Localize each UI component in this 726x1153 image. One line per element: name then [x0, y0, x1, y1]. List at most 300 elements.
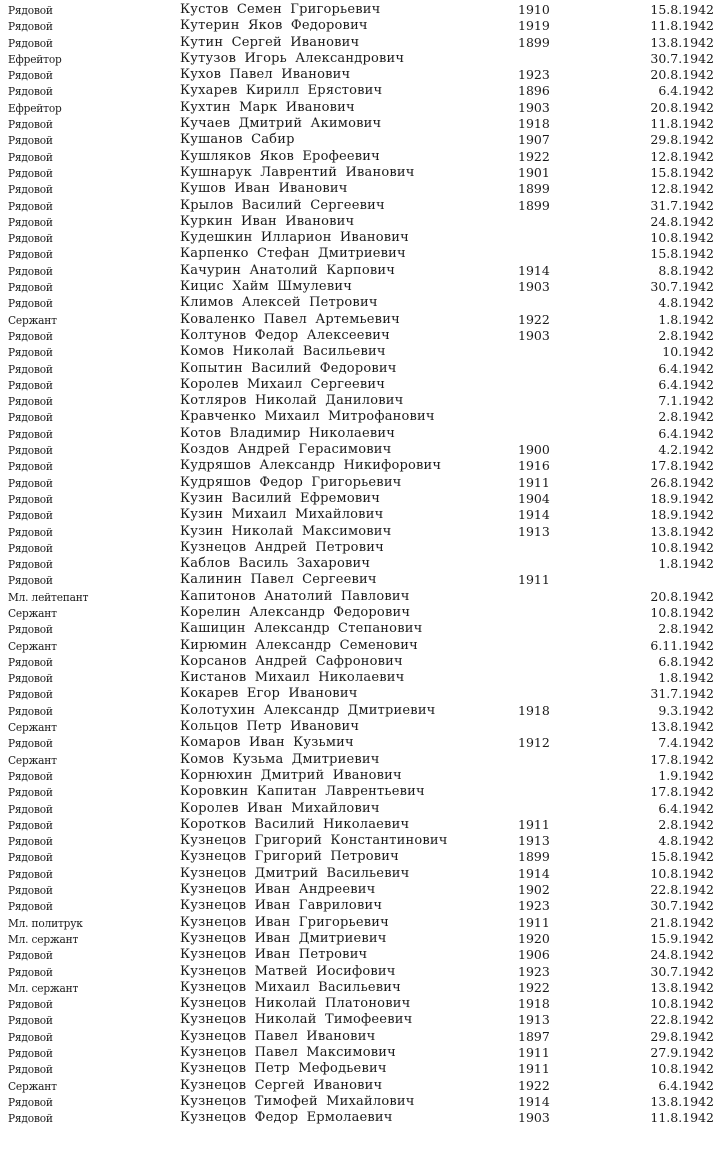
birth-year: 1912 [518, 735, 550, 751]
rank-text: Рядовой [8, 231, 53, 246]
list-item [0, 246, 726, 262]
person-name: Кутерин Яков Федорович [180, 18, 368, 34]
list-item [0, 181, 726, 197]
event-date: 9.3.1942 [658, 702, 714, 718]
person-name: Кушов Иван Иванович [180, 181, 348, 197]
event-date: 15.8.1942 [650, 164, 714, 180]
birth-year [518, 654, 568, 670]
list-item [0, 2, 726, 18]
event-date [590, 572, 714, 588]
person-name: Королев Иван Михайлович [180, 800, 380, 816]
birth-year [518, 540, 568, 556]
person-name: Кудешкин Илларион Иванович [180, 230, 409, 246]
list-item [0, 964, 726, 980]
event-date: 7.4.1942 [658, 735, 714, 751]
birth-year: 1902 [518, 882, 550, 898]
list-item [0, 524, 726, 540]
person-name: Кузнецов Иван Петрович [180, 947, 368, 963]
list-item [0, 51, 726, 67]
person-name: Крылов Василий Сергеевич [180, 197, 385, 213]
person-name: Кравченко Михаил Митрофанович [180, 409, 435, 425]
person-name: Капитонов Анатолий Павлович [180, 588, 410, 604]
rank-text: Рядовой [8, 703, 53, 718]
list-item [0, 377, 726, 393]
birth-year: 1903 [518, 99, 550, 115]
event-date: 10.8.1942 [650, 539, 714, 555]
event-date: 6.11.1942 [650, 637, 714, 653]
rank-text: Сержант [8, 638, 57, 653]
list-item [0, 719, 726, 735]
birth-year: 1914 [518, 262, 550, 278]
person-name: Королев Михаил Сергеевич [180, 376, 386, 392]
birth-year: 1918 [518, 702, 550, 718]
event-date: 4.2.1942 [658, 442, 714, 458]
birth-year [518, 638, 568, 654]
person-name: Карпенко Стефан Дмитриевич [180, 246, 406, 262]
birth-year: 1922 [518, 1077, 550, 1093]
birth-year: 1922 [518, 311, 550, 327]
rank-text: Рядовой [8, 84, 53, 99]
person-name: Кокарев Егор Иванович [180, 686, 358, 702]
event-date: 11.8.1942 [650, 1110, 714, 1126]
person-name: Кушляков Яков Ерофеевич [180, 148, 380, 164]
event-date: 4.8.1942 [658, 833, 714, 849]
birth-year: 1899 [518, 849, 550, 865]
rank-text: Рядовой [8, 361, 53, 376]
rank-text: Рядовой [8, 345, 53, 360]
list-item [0, 556, 726, 572]
person-name: Каблов Василь Захарович [180, 556, 371, 572]
birth-year: 1911 [518, 1061, 550, 1077]
birth-year: 1920 [518, 930, 550, 946]
list-item [0, 328, 726, 344]
event-date: 6.8.1942 [658, 653, 714, 669]
person-name: Котляров Николай Данилович [180, 393, 404, 409]
event-date: 6.4.1942 [658, 360, 714, 376]
event-date: 31.7.1942 [650, 197, 714, 213]
birth-year: 1922 [518, 979, 550, 995]
person-name: Кутузов Игорь Александрович [180, 50, 405, 66]
list-item [0, 442, 726, 458]
rank-text: Сержант [8, 312, 57, 327]
rank-text: Рядовой [8, 328, 53, 343]
event-date: 12.8.1942 [650, 181, 714, 197]
person-name: Куркин Иван Иванович [180, 213, 355, 229]
person-name: Кухарев Кирилл Ерястович [180, 83, 383, 99]
birth-year: 1900 [518, 442, 550, 458]
event-date: 15.9.1942 [650, 930, 714, 946]
list-item [0, 915, 726, 931]
birth-year: 1918 [518, 996, 550, 1012]
person-name: Кистанов Михаил Николаевич [180, 670, 405, 686]
rank-text: Рядовой [8, 117, 53, 132]
birth-year: 1913 [518, 1012, 550, 1028]
birth-year: 1914 [518, 507, 550, 523]
birth-year: 1907 [518, 132, 550, 148]
rank-text: Рядовой [8, 1013, 53, 1028]
person-name: Колотухин Александр Дмитриевич [180, 702, 436, 718]
rank-text: Рядовой [8, 296, 53, 311]
list-item [0, 312, 726, 328]
birth-year: 1922 [518, 148, 550, 164]
list-item [0, 703, 726, 719]
person-name: Кузнецов Григорий Константинович [180, 833, 448, 849]
person-name: Кузнецов Сергей Иванович [180, 1077, 383, 1093]
rank-text: Рядовой [8, 165, 53, 180]
person-name: Кузнецов Андрей Петрович [180, 539, 384, 555]
list-item [0, 670, 726, 686]
rank-text: Рядовой [8, 785, 53, 800]
rank-text: Рядовой [8, 68, 53, 83]
event-date: 22.8.1942 [650, 1012, 714, 1028]
person-name: Кушнарук Лаврентий Иванович [180, 164, 415, 180]
rank-text: Сержант [8, 752, 57, 767]
event-date: 1.8.1942 [658, 556, 714, 572]
person-name: Коротков Василий Николаевич [180, 816, 410, 832]
person-name: Кузнецов Петр Мефодьевич [180, 1061, 387, 1077]
event-date: 17.8.1942 [650, 784, 714, 800]
person-name: Кузнецов Михаил Васильевич [180, 979, 401, 995]
list-item [0, 605, 726, 621]
rank-text: Рядовой [8, 19, 53, 34]
rank-text: Сержант [8, 1078, 57, 1093]
list-item [0, 1094, 726, 1110]
rank-text: Рядовой [8, 834, 53, 849]
rank-text: Рядовой [8, 817, 53, 832]
list-item [0, 458, 726, 474]
rank-text: Рядовой [8, 573, 53, 588]
birth-year: 1914 [518, 865, 550, 881]
person-name: Кирюмин Александр Семенович [180, 637, 418, 653]
list-item [0, 572, 726, 588]
person-name: Кудряшов Федор Григорьевич [180, 474, 402, 490]
list-item [0, 475, 726, 491]
person-name: Кузнецов Иван Григорьевич [180, 914, 389, 930]
person-name: Кузин Михаил Михайлович [180, 507, 384, 523]
birth-year: 1899 [518, 181, 550, 197]
birth-year: 1910 [518, 2, 550, 17]
list-item [0, 621, 726, 637]
birth-year: 1914 [518, 1093, 550, 1109]
list-item [0, 344, 726, 360]
event-date: 15.8.1942 [650, 849, 714, 865]
person-name: Копытин Василий Федорович [180, 360, 397, 376]
event-date: 2.8.1942 [658, 621, 714, 637]
person-name: Кузнецов Павел Максимович [180, 1045, 396, 1060]
rank-text: Рядовой [8, 654, 53, 669]
event-date: 30.7.1942 [650, 50, 714, 66]
rank-text: Сержант [8, 605, 57, 620]
birth-year: 1913 [518, 833, 550, 849]
birth-year: 1916 [518, 458, 550, 474]
event-date: 7.1.1942 [658, 393, 714, 409]
event-date: 10.8.1942 [650, 230, 714, 246]
birth-year: 1903 [518, 327, 550, 343]
list-item [0, 165, 726, 181]
birth-year: 1918 [518, 116, 550, 132]
birth-year [518, 393, 568, 409]
list-item [0, 426, 726, 442]
rank-text: Рядовой [8, 736, 53, 751]
list-item [0, 132, 726, 148]
event-date: 20.8.1942 [650, 99, 714, 115]
birth-year [518, 589, 568, 605]
person-name: Кушанов Сабир [180, 132, 295, 148]
event-date: 21.8.1942 [650, 914, 714, 930]
list-item [0, 1110, 726, 1126]
person-name: Кузнецов Тимофей Михайлович [180, 1093, 415, 1109]
event-date: 30.7.1942 [650, 279, 714, 295]
person-name: Кузнецов Иван Андреевич [180, 882, 376, 898]
birth-year: 1899 [518, 34, 550, 50]
rank-text: Рядовой [8, 214, 53, 229]
rank-text: Рядовой [8, 883, 53, 898]
rank-text: Мл. политрук [8, 915, 83, 930]
event-date: 26.8.1942 [650, 474, 714, 490]
event-date: 24.8.1942 [650, 947, 714, 963]
birth-year [518, 409, 568, 425]
person-name: Кучаев Дмитрий Акимович [180, 116, 382, 132]
event-date: 6.4.1942 [658, 425, 714, 441]
rank-text: Ефрейтор [8, 51, 62, 66]
birth-year [518, 621, 568, 637]
list-item [0, 230, 726, 246]
person-name: Кашицин Александр Степанович [180, 621, 423, 637]
birth-year [518, 51, 568, 67]
event-date: 2.8.1942 [658, 816, 714, 832]
rank-text: Рядовой [8, 133, 53, 148]
person-name: Кицис Хайм Шмулевич [180, 279, 353, 295]
birth-year: 1901 [518, 164, 550, 180]
person-name: Коровкин Капитан Лаврентьевич [180, 784, 425, 800]
list-item [0, 409, 726, 425]
person-name: Кольцов Петр Иванович [180, 719, 360, 735]
event-date: 6.4.1942 [658, 83, 714, 99]
rank-text: Рядовой [8, 540, 53, 555]
birth-year [518, 719, 568, 735]
rank-text: Рядовой [8, 394, 53, 409]
event-date: 29.8.1942 [650, 1028, 714, 1044]
rank-text: Рядовой [8, 198, 53, 213]
person-name: Калинин Павел Сергеевич [180, 572, 377, 588]
person-name: Кузнецов Григорий Петрович [180, 849, 399, 865]
event-date: 22.8.1942 [650, 882, 714, 898]
rank-text: Рядовой [8, 1094, 53, 1109]
event-date: 24.8.1942 [650, 213, 714, 229]
event-date: 11.8.1942 [650, 18, 714, 34]
event-date: 10.8.1942 [650, 604, 714, 620]
list-item [0, 100, 726, 116]
person-name: Качурин Анатолий Карпович [180, 262, 396, 278]
list-item [0, 1061, 726, 1077]
rank-text: Сержант [8, 720, 57, 735]
person-name: Кузнецов Павел Иванович [180, 1028, 376, 1044]
birth-year: 1899 [518, 197, 550, 213]
rank-text: Рядовой [8, 524, 53, 539]
roster-list [0, 2, 726, 1126]
birth-year [518, 344, 568, 360]
rank-text: Мл. сержант [8, 931, 79, 946]
rank-text: Рядовой [8, 491, 53, 506]
list-item [0, 507, 726, 523]
event-date: 18.9.1942 [650, 507, 714, 523]
rank-text: Рядовой [8, 280, 53, 295]
rank-text: Рядовой [8, 850, 53, 865]
person-name: Кузнецов Матвей Иосифович [180, 963, 396, 979]
birth-year: 1904 [518, 490, 550, 506]
event-date: 18.9.1942 [650, 490, 714, 506]
event-date: 13.8.1942 [650, 523, 714, 539]
list-item [0, 735, 726, 751]
event-date: 4.8.1942 [658, 295, 714, 311]
rank-text: Рядовой [8, 475, 53, 490]
rank-text: Рядовой [8, 149, 53, 164]
list-item [0, 898, 726, 914]
birth-year: 1911 [518, 1045, 550, 1060]
rank-text: Рядовой [8, 35, 53, 50]
event-date: 13.8.1942 [650, 34, 714, 50]
rank-text: Рядовой [8, 687, 53, 702]
birth-year [518, 784, 568, 800]
event-date: 31.7.1942 [650, 686, 714, 702]
event-date: 10.8.1942 [650, 865, 714, 881]
birth-year: 1911 [518, 914, 550, 930]
rank-text: Рядовой [8, 459, 53, 474]
list-item [0, 83, 726, 99]
person-name: Комов Николай Васильевич [180, 344, 386, 360]
person-name: Кузин Николай Максимович [180, 523, 392, 539]
list-item [0, 947, 726, 963]
document-page [0, 2, 726, 1152]
event-date: 6.4.1942 [658, 800, 714, 816]
birth-year [518, 361, 568, 377]
birth-year: 1911 [518, 572, 550, 588]
rank-text: Рядовой [8, 377, 53, 392]
event-date: 15.8.1942 [650, 246, 714, 262]
rank-text: Рядовой [8, 247, 53, 262]
list-item [0, 768, 726, 784]
birth-year: 1906 [518, 947, 550, 963]
birth-year: 1897 [518, 1028, 550, 1044]
person-name: Кузнецов Николай Платонович [180, 996, 411, 1012]
rank-text: Рядовой [8, 899, 53, 914]
list-item [0, 491, 726, 507]
event-date: 1.8.1942 [658, 670, 714, 686]
event-date: 30.7.1942 [650, 963, 714, 979]
birth-year: 1903 [518, 279, 550, 295]
rank-text: Рядовой [8, 1046, 53, 1060]
event-date: 6.4.1942 [658, 376, 714, 392]
rank-text: Рядовой [8, 426, 53, 441]
rank-text: Рядовой [8, 182, 53, 197]
rank-text: Рядовой [8, 557, 53, 572]
event-date: 13.8.1942 [650, 1093, 714, 1109]
event-date: 2.8.1942 [658, 327, 714, 343]
rank-text: Рядовой [8, 1111, 53, 1126]
person-name: Кузнецов Федор Ермолаевич [180, 1110, 393, 1126]
list-item [0, 149, 726, 165]
person-name: Кутин Сергей Иванович [180, 34, 360, 50]
list-item [0, 263, 726, 279]
event-date: 8.8.1942 [658, 262, 714, 278]
rank-text: Мл. лейтепант [8, 589, 89, 604]
person-name: Коздов Андрей Герасимович [180, 442, 392, 458]
list-item [0, 67, 726, 83]
person-name: Кузнецов Иван Дмитриевич [180, 930, 387, 946]
list-item [0, 198, 726, 214]
birth-year: 1913 [518, 523, 550, 539]
list-item [0, 882, 726, 898]
birth-year: 1923 [518, 67, 550, 83]
person-name: Кудряшов Александр Никифорович [180, 458, 442, 474]
birth-year: 1911 [518, 816, 550, 832]
person-name: Корсанов Андрей Сафронович [180, 653, 403, 669]
list-item [0, 686, 726, 702]
list-item [0, 295, 726, 311]
list-item [0, 116, 726, 132]
event-date: 27.9.1942 [650, 1045, 714, 1060]
list-item [0, 866, 726, 882]
birth-year [518, 670, 568, 686]
birth-year [518, 246, 568, 262]
list-item [0, 18, 726, 34]
list-item [0, 35, 726, 51]
birth-year: 1896 [518, 83, 550, 99]
event-date: 10.1942 [662, 344, 714, 360]
event-date: 20.8.1942 [650, 67, 714, 83]
list-item [0, 784, 726, 800]
list-item [0, 540, 726, 556]
birth-year: 1911 [518, 474, 550, 490]
list-item [0, 361, 726, 377]
person-name: Коваленко Павел Артемьевич [180, 311, 400, 327]
person-name: Кузнецов Дмитрий Васильевич [180, 865, 410, 881]
event-date: 11.8.1942 [650, 116, 714, 132]
birth-year: 1919 [518, 18, 550, 34]
list-item [0, 638, 726, 654]
birth-year [518, 605, 568, 621]
rank-text: Рядовой [8, 866, 53, 881]
person-name: Колтунов Федор Алексеевич [180, 327, 390, 343]
rank-text: Рядовой [8, 410, 53, 425]
person-name: Кустов Семен Григорьевич [180, 2, 381, 17]
rank-text: Рядовой [8, 508, 53, 523]
birth-year [518, 377, 568, 393]
birth-year [518, 752, 568, 768]
person-name: Кузнецов Николай Тимофеевич [180, 1012, 413, 1028]
birth-year: 1903 [518, 1110, 550, 1126]
person-name: Комов Кузьма Дмитриевич [180, 751, 380, 767]
event-date: 13.8.1942 [650, 719, 714, 735]
list-item [0, 1078, 726, 1094]
birth-year [518, 230, 568, 246]
event-date: 2.8.1942 [658, 409, 714, 425]
person-name: Котов Владимир Николаевич [180, 425, 396, 441]
event-date: 17.8.1942 [650, 751, 714, 767]
birth-year [518, 556, 568, 572]
rank-text: Рядовой [8, 948, 53, 963]
list-item [0, 1045, 726, 1061]
rank-text: Рядовой [8, 443, 53, 458]
list-item [0, 1029, 726, 1045]
person-name: Кузин Василий Ефремович [180, 490, 381, 506]
rank-text: Рядовой [8, 671, 53, 686]
event-date: 20.8.1942 [650, 588, 714, 604]
event-date: 1.8.1942 [658, 311, 714, 327]
rank-text: Рядовой [8, 1062, 53, 1077]
birth-year: 1923 [518, 898, 550, 914]
person-name: Кузнецов Иван Гаврилович [180, 898, 383, 914]
